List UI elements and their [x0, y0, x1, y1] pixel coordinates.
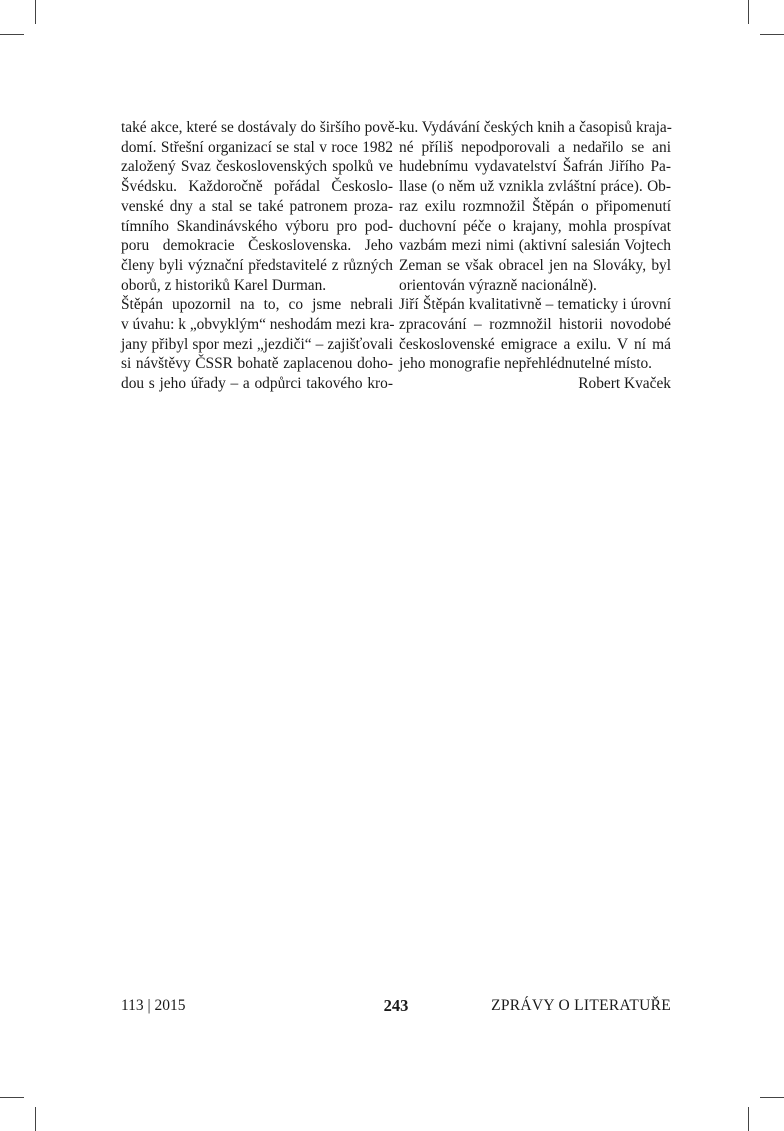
crop-mark: [760, 1097, 784, 1098]
text-line: také akce, které se dostávaly do širšího pově-: [121, 119, 400, 136]
text-line: v úvahu: k „obvyklým“ neshodám mezi kra-: [121, 316, 395, 334]
text-line: llase (o něm už vznikla zvláštní práce). Ob-: [399, 178, 671, 196]
text-line: hudebnímu vydavatelství Šafrán Jiřího Pa-: [399, 158, 671, 176]
text-line: si návštěvy ČSSR bohatě zaplacenou doho-: [121, 355, 393, 373]
text-line: ku. Vydávání českých knih a časopisů kraja-: [399, 119, 672, 136]
crop-mark: [0, 1097, 24, 1098]
text-line: vazbám mezi nimi (aktivní salesián Vojtech: [399, 237, 671, 255]
text-line: československé emigrace a exilu. V ní má: [399, 335, 671, 353]
text-line: dou s jeho úřady – a odpůrci takového kro-: [121, 375, 393, 393]
crop-mark: [748, 0, 749, 24]
text-line: zpracování – rozmnožil historii novodobé: [399, 316, 671, 334]
text-line: venské dny a stal se také patronem proza-: [121, 197, 393, 215]
text-line: Štěpán upozornil na to, co jsme nebrali: [121, 296, 393, 314]
text-line: domí. Střešní organizací se stal v roce 1982: [121, 138, 393, 156]
text-line: duchovní péče o krajany, mohla prospívat: [399, 217, 671, 235]
paragraph: [399, 118, 671, 295]
crop-mark: [35, 1107, 36, 1131]
page-number: 243: [383, 996, 409, 1015]
text-line: jeho monografie nepřehlédnutelné místo.: [399, 355, 653, 373]
journal-title: ZPRÁVY O LITERATUŘE: [491, 997, 671, 1014]
text-line: Švédsku. Každoročně pořádal Českoslo-: [121, 178, 393, 196]
crop-mark: [0, 34, 24, 35]
page-footer: [121, 997, 671, 1019]
text-line: né příliš nepodporovali a nedařilo se ani: [399, 138, 671, 156]
crop-mark: [760, 34, 784, 35]
text-line: oborů, z historiků Karel Durman.: [121, 276, 327, 294]
author-signature: Robert Kvaček: [578, 375, 671, 393]
text-line: jany přibyl spor mezi „jezdiči“ – zajišťovali: [121, 335, 393, 353]
text-line: poru demokracie Československa. Jeho: [121, 237, 393, 255]
text-line: orientován výrazně nacionálně).: [399, 276, 597, 294]
crop-mark: [35, 0, 36, 24]
paragraph: [121, 118, 400, 295]
paragraph: [121, 295, 393, 394]
paragraph: [399, 295, 671, 374]
text-line: Zeman se však obracel jen na Slováky, byl: [399, 256, 671, 274]
right-column: [399, 118, 671, 394]
text-line: tímního Skandinávského výboru pro pod-: [121, 217, 393, 235]
left-column: [121, 118, 400, 394]
issue-number: 113 | 2015: [121, 997, 186, 1014]
text-line: založený Svaz československých spolků ve: [121, 158, 393, 176]
text-line: Jiří Štěpán kvalitativně – tematicky i úrovní: [399, 296, 671, 314]
crop-mark: [748, 1107, 749, 1131]
text-line: raz exilu rozmnožil Štěpán o připomenutí: [399, 197, 671, 215]
text-line: členy byli význační představitelé z různých: [121, 256, 393, 274]
